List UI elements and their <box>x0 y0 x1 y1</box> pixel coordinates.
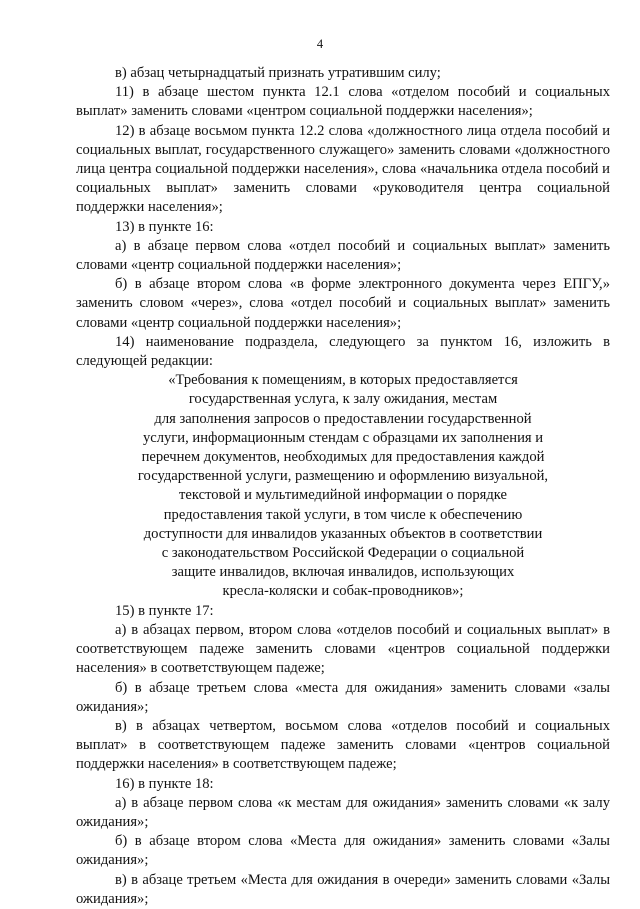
quote-line: для заполнения запросов о предоставлении государственной <box>154 410 532 427</box>
paragraph-item-15: 15) в пункте 17: <box>115 602 214 619</box>
quote-line: защите инвалидов, включая инвалидов, использующих <box>171 564 515 581</box>
paragraph-item-16-a: а) в абзаце первом слова «к местам для ожидания» заменить словами «к залу ожидания»; <box>76 794 610 830</box>
quote-line: предоставления такой услуги, в том числе к обеспечению <box>163 506 523 523</box>
quote-line: кресла-коляски и собак-проводников»; <box>222 583 464 600</box>
quoted-section-title <box>76 371 610 601</box>
quote-line: государственной услуги, размещению и оформлению визуальной, <box>137 468 549 485</box>
paragraph-item-13-a: а) в абзаце первом слова «отдел пособий и социальных выплат» заменить словами «центр социальной поддержки населения»; <box>76 237 610 274</box>
quote-line: доступности для инвалидов указанных объектов в соответствии <box>143 525 543 542</box>
paragraph-item-16-b: б) в абзаце втором слова «Места для ожидания» заменить словами «Залы ожидания»; <box>76 833 610 869</box>
paragraph-item-15-a: а) в абзацах первом, втором слова «отделов пособий и социальных выплат» в соответствующем падеже заменить словами «центров социальной поддержки населения» в соответствующем падеже; <box>76 621 610 677</box>
paragraph-item-14: 14) наименование подраздела, следующего за пунктом 16, изложить в следующей редакции: <box>76 333 610 370</box>
quote-line: государственная услуга, к залу ожидания, местам <box>188 391 498 408</box>
quote-line: «Требования к помещениям, в которых предоставляется <box>168 372 518 389</box>
paragraph-abzac-14: в) абзац четырнадцатый признать утратившим силу; <box>115 65 441 81</box>
page-number: 4 <box>316 37 324 51</box>
quote-line: текстовой и мультимедийной информации о порядке <box>179 487 507 504</box>
document-body <box>76 64 610 909</box>
paragraph-item-12: 12) в абзаце восьмом пункта 12.2 слова «должностного лица отдела пособий и социальных выплат, государственного служащего» заменить словами «должностного лица центра социальной поддержки населения», слова «начальника отдела пособий и социальных выплат» заменить словами «руководителя центра социальной поддержки населения»; <box>76 122 610 216</box>
paragraph-item-11: 11) в абзаце шестом пункта 12.1 слова «отделом пособий и социальных выплат» заменить словами «центром социальной поддержки населения»; <box>76 84 610 120</box>
paragraph-item-15-b: б) в абзаце третьем слова «места для ожидания» заменить словами «залы ожидания»; <box>76 679 610 715</box>
quote-line: перечнем документов, необходимых для предоставления каждой <box>141 449 545 466</box>
quote-line: с законодательством Российской Федерации о социальной <box>161 545 525 562</box>
paragraph-item-13: 13) в пункте 16: <box>115 218 214 235</box>
paragraph-item-16: 16) в пункте 18: <box>115 775 214 792</box>
paragraph-item-15-v: в) в абзацах четвертом, восьмом слова «отделов пособий и социальных выплат» в соответствующем падеже заменить словами «центров социальной поддержки населения» в соответствующем падеже; <box>76 717 610 773</box>
quote-line: услуги, информационным стендам с образцами их заполнения и <box>142 429 544 446</box>
paragraph-item-13-b: б) в абзаце втором слова «в форме электронного документа через ЕПГУ,» заменить словом «через», слова «отдел пособий и социальных выплат» заменить словами «центр социальной поддержки населения»; <box>76 276 610 331</box>
paragraph-item-16-v: в) в абзаце третьем «Места для ожидания в очереди» заменить словами «Залы ожидания»; <box>76 871 610 907</box>
